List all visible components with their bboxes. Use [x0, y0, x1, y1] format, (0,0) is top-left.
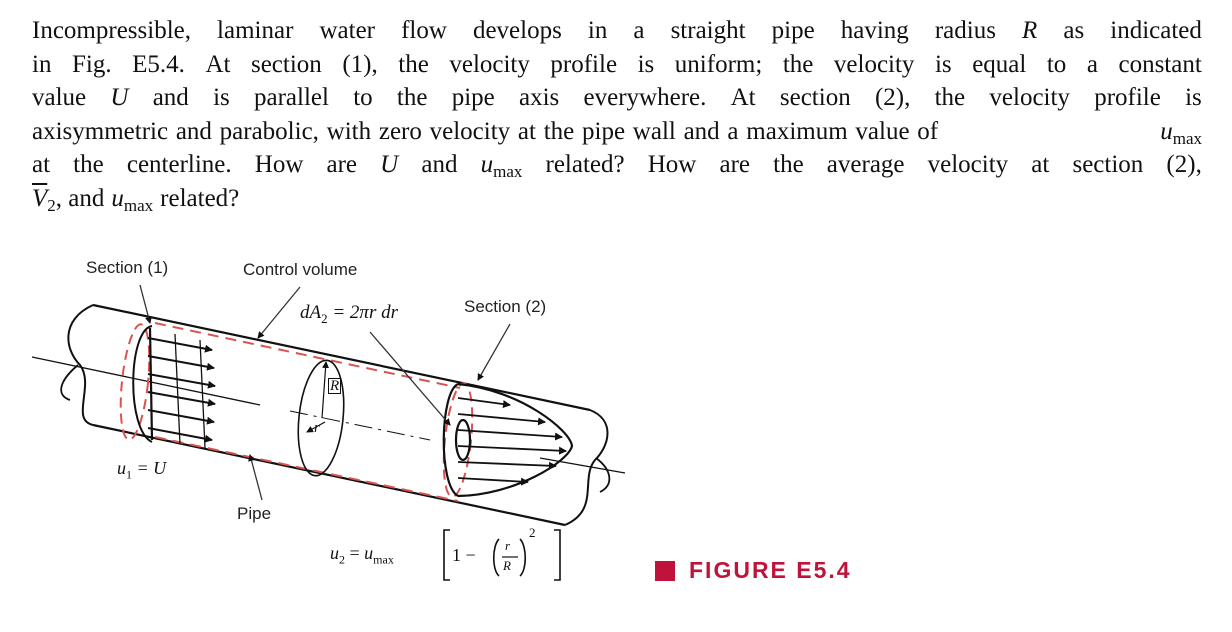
word: and [421, 151, 458, 178]
word: R [1022, 17, 1038, 44]
control-volume-label: Control volume [243, 260, 358, 279]
word: At [730, 84, 756, 111]
word: centerline. [126, 151, 232, 178]
word: flow [401, 17, 447, 44]
word: At [205, 50, 231, 78]
section-2-label: Section (2) [464, 297, 547, 316]
word: to [1046, 50, 1067, 78]
word: develops [472, 17, 562, 44]
word: How [647, 151, 697, 178]
word: pipe [451, 84, 495, 111]
word: in [32, 50, 52, 78]
figure-caption [655, 557, 852, 584]
word: everywhere. [583, 84, 707, 111]
word: velocity [833, 50, 915, 78]
word: velocity [989, 84, 1070, 111]
word: in [587, 17, 608, 44]
var-with-sub: $u_{max}$ [480, 151, 523, 181]
u2-fraction-den: R [503, 558, 511, 573]
word: straight [670, 17, 746, 44]
word: is [1185, 84, 1202, 111]
word: and [152, 84, 189, 111]
word: (2), [874, 84, 911, 111]
word: velocity [927, 151, 1009, 178]
differential-ring-outer [293, 358, 349, 478]
pipe-centerline-mid [290, 411, 430, 440]
word: (2), [1166, 151, 1202, 178]
word: are [326, 151, 358, 178]
problem-line-6-end: related? [160, 184, 240, 212]
word: profile [550, 50, 618, 78]
var-umax: $u_{max}$ [1160, 117, 1202, 148]
word: as [1063, 17, 1085, 44]
word: the [398, 50, 429, 78]
word: average [826, 151, 905, 178]
word: parallel [254, 84, 329, 111]
pipe-right-end [565, 410, 608, 525]
radius-R-label: R [330, 378, 340, 394]
word: at [32, 151, 51, 178]
word: Fig. [71, 50, 112, 78]
word: (1), [342, 50, 378, 78]
word: are [719, 151, 750, 178]
problem-line-6-mid: , and [55, 184, 105, 212]
word: the [934, 84, 966, 111]
word: section [250, 50, 322, 78]
word: profile [1094, 84, 1161, 111]
word: u [480, 151, 494, 178]
u2-fraction-num: r [505, 538, 511, 553]
word: laminar [217, 17, 294, 44]
word: having [840, 17, 909, 44]
word: a [633, 17, 645, 44]
word: constant [1118, 50, 1202, 78]
word: the [782, 50, 814, 78]
word: axis [519, 84, 560, 111]
section-1-label: Section (1) [86, 258, 169, 277]
word: indicated [1110, 17, 1202, 44]
word: Incompressible, [32, 17, 191, 44]
section-2-annulus [456, 420, 470, 460]
word: equal [972, 50, 1027, 78]
radius-r-label: r [314, 420, 320, 436]
dA2-label: $dA_2 = 2\pi r$ dr [300, 302, 398, 326]
word: E5.4. [132, 50, 185, 78]
word: the [73, 151, 104, 178]
pipe-right-break [596, 458, 609, 492]
section-1-ellipse [116, 323, 154, 441]
var-v2: $\overline{V}_2$ [32, 184, 56, 215]
word: the [396, 84, 428, 111]
word: radius [934, 17, 996, 44]
var-umax-2: $u_{max}$ [111, 184, 154, 215]
radius-line [322, 362, 326, 418]
pipe-label: Pipe [237, 504, 272, 523]
word: to [353, 84, 373, 111]
word: uniform; [674, 50, 763, 78]
word: the [773, 151, 804, 178]
figure-caption-text: FIGURE E5.4 [689, 557, 852, 583]
word: section [779, 84, 851, 111]
uniform-velocity-arrows [148, 334, 215, 448]
word: is [637, 50, 655, 78]
pipe-left-break [61, 365, 78, 400]
word: a [1086, 50, 1098, 78]
problem-line-4-text: axisymmetric and parabolic, with zero velocity at the pipe wall and a maximum value of [32, 117, 939, 145]
u2-formula-lhs: $u_2 = u_{max}$ [330, 543, 394, 567]
word: related? [545, 151, 625, 178]
u2-bracket-one: 1 − [452, 545, 476, 565]
word: pipe [771, 17, 815, 44]
word: water [319, 17, 375, 44]
word: U [380, 151, 399, 178]
word: How [254, 151, 304, 178]
word: U [110, 84, 129, 111]
word: velocity [449, 50, 530, 78]
word: section [1072, 151, 1144, 178]
word: at [1031, 151, 1050, 178]
u1-label: $u_1 = U$ [117, 458, 167, 482]
u2-exponent: 2 [529, 525, 536, 540]
word: is [934, 50, 952, 78]
section-1-profile-base [150, 328, 152, 440]
word: value [32, 84, 87, 111]
word: is [213, 84, 230, 111]
caption-square-icon [655, 561, 675, 581]
